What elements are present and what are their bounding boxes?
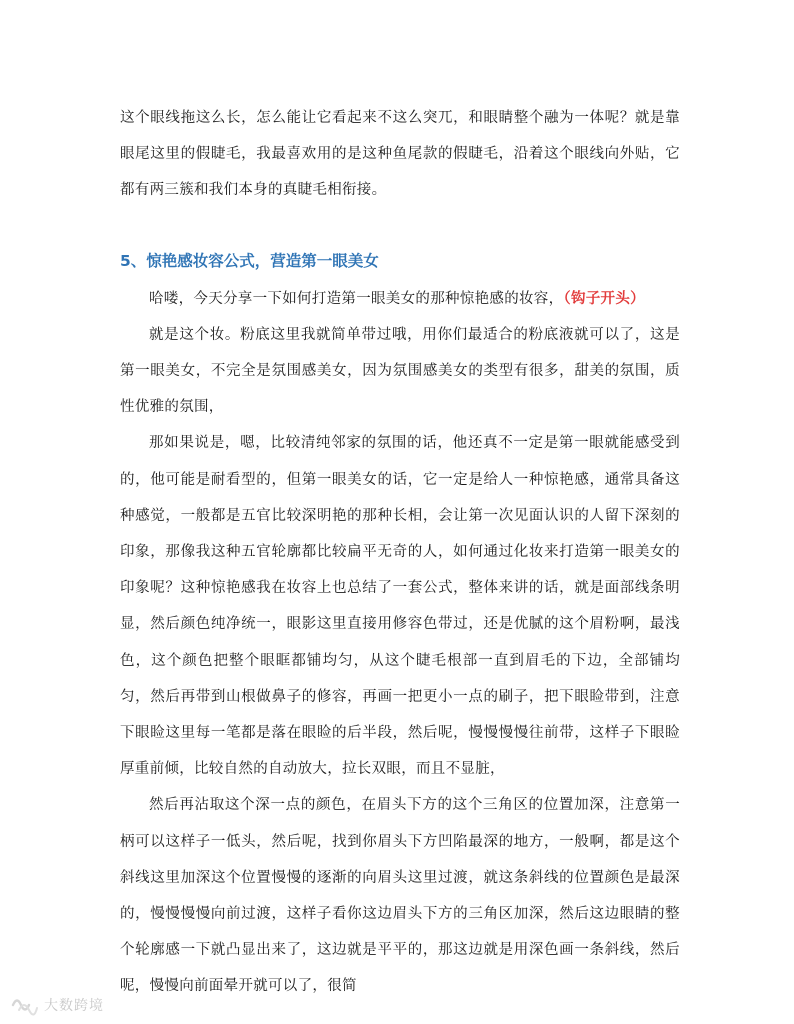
paragraph-eye-shadow: 那如果说是，嗯，比较清纯邻家的氛围的话，他还真不一定是第一眼就能感受到的，他可能是耐看型的，但第一眼美女的话，它一定是给人一种惊艳感，通常具备这种感觉，一般都是五官比较深明艳的那种长相，会让第一次见面认识的人留下深刻的印象，那像我这种五官轮廓都比较扁平无奇的人，如何通过化妆来打造第一眼美女的印象呢？这种惊艳感我在妆容上也总结了一套公式，整体来讲的话，就是面部线条明显，然后颜色纯净统一，眼影这里直接用修容色带过，还是优腻的这个眉粉啊，最浅色，这个颜色把整个眼眶都铺均匀，从这个睫毛根部一直到眉毛的下边，全部铺均匀，然后再带到山根做鼻子的修容，再画一把更小一点的刷子，把下眼睑带到，注意下眼睑这里每一笔都是落在眼睑的后半段，然后呢，慢慢慢慢往前带，这样子下眼睑厚重前倾，比较自然的自动放大，拉长双眼，而且不显脏， [120, 435, 680, 778]
section-heading: 5、惊艳感妆容公式，营造第一眼美女 [120, 251, 379, 270]
paragraph-brow-contour: 然后再沾取这个深一点的颜色，在眉头下方的这个三角区的位置加深，注意第一柄可以这样子一低头，然后呢，找到你眉头下方凹陷最深的地方，一般啊，都是这个斜线这里加深这个位置慢慢的逐渐的向眉头这里过渡，就这条斜线的位置颜色是最深的，慢慢慢慢向前过渡，这样子看你这边眉头下方的三角区加深，然后这边眼睛的整个轮廓感一下就凸显出来了，这边就是平平的，那这边就是用深色画一条斜线，然后呢，慢慢向前面晕开就可以了，很简 [120, 797, 680, 995]
hook-label: （钩子开头） [563, 290, 645, 307]
watermark-text: 大数跨境 [44, 998, 104, 1014]
paragraph-hook [120, 281, 680, 317]
sound-wave-logo-icon [10, 994, 40, 1016]
watermark [10, 994, 104, 1016]
article-body [120, 100, 680, 1005]
paragraph-hook-text: 哈喽，今天分享一下如何打造第一眼美女的那种惊艳感的妆容， [149, 290, 564, 307]
intro-paragraph: 这个眼线拖这么长，怎么能让它看起来不这么突兀，和眼睛整个融为一体呢？就是靠眼尾这里的假睫毛，我最喜欢用的是这种鱼尾款的假睫毛，沿着这个眼线向外贴，它都有两三簇和我们本身的真睫毛相衔接。 [120, 110, 680, 199]
paragraph-foundation: 就是这个妆。粉底这里我就简单带过哦，用你们最适合的粉底液就可以了，这是第一眼美女，不完全是氛围感美女，因为氛围感美女的类型有很多，甜美的氛围，质性优雅的氛围， [120, 326, 680, 416]
